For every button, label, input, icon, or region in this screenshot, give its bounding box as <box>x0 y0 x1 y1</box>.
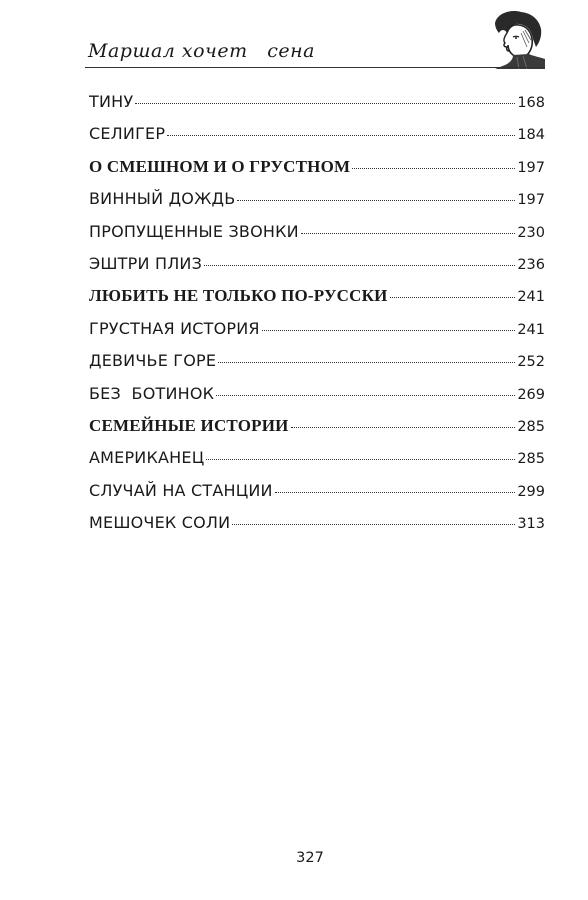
toc-entry[interactable] <box>89 254 545 286</box>
toc-section-entry[interactable] <box>89 286 545 318</box>
portrait-illustration <box>489 9 545 69</box>
dot-leader <box>206 459 515 460</box>
dot-leader <box>237 200 515 201</box>
toc-entry[interactable] <box>89 319 545 351</box>
toc-entry[interactable] <box>89 222 545 254</box>
toc-entry-page: 241 <box>517 321 545 338</box>
toc-entry[interactable] <box>89 448 545 480</box>
toc-entry-page: 184 <box>517 127 545 144</box>
dot-leader <box>218 362 515 363</box>
toc-entry-title: ВИННЫЙ ДОЖДЬ <box>89 189 236 209</box>
toc-entry-title: ЭШТРИ ПЛИЗ <box>89 253 203 273</box>
toc-entry-page: 285 <box>517 418 545 435</box>
toc-entry-page: 197 <box>517 192 545 209</box>
toc-entry[interactable] <box>89 92 545 124</box>
toc-entry-title: ГРУСТНАЯ ИСТОРИЯ <box>89 318 260 338</box>
toc-entry[interactable] <box>89 351 545 383</box>
dot-leader <box>204 265 515 266</box>
page-header <box>0 0 588 72</box>
toc-entry-title: БЕЗ БОТИНОК <box>89 383 215 403</box>
toc-entry-page: 252 <box>517 354 545 371</box>
toc-entry[interactable] <box>89 189 545 221</box>
toc-entry[interactable] <box>89 124 545 156</box>
dot-leader <box>352 168 515 169</box>
dot-leader <box>216 395 515 396</box>
header-rule <box>85 67 545 68</box>
toc-entry-title: ТИНУ <box>89 92 134 111</box>
dot-leader <box>167 135 515 136</box>
toc-entry-title: СЛУЧАЙ НА СТАНЦИИ <box>89 480 273 500</box>
toc-entry-page: 269 <box>517 386 545 403</box>
toc-section-entry[interactable] <box>89 416 545 448</box>
dot-leader <box>390 297 516 298</box>
toc-entry-title: АМЕРИКАНЕЦ <box>89 448 205 468</box>
toc-entry-page: 236 <box>517 256 545 273</box>
toc-entry-page: 285 <box>517 451 545 468</box>
toc-entry[interactable] <box>89 513 545 545</box>
toc-entry-title: МЕШОЧЕК СОЛИ <box>89 513 231 533</box>
toc-entry-page: 313 <box>517 516 545 533</box>
running-title: Маршал хочет сена <box>88 40 315 62</box>
toc-entry-page: 241 <box>517 289 545 306</box>
dot-leader <box>232 524 515 525</box>
toc-section-title: ЛЮБИТЬ НЕ ТОЛЬКО ПО-РУССКИ <box>89 286 388 306</box>
dot-leader <box>291 427 516 428</box>
page-number: 327 <box>296 850 324 866</box>
dot-leader <box>275 492 516 493</box>
toc-entry-title: СЕЛИГЕР <box>89 124 166 144</box>
toc-entry-page: 299 <box>517 483 545 500</box>
toc-entry[interactable] <box>89 384 545 416</box>
dot-leader <box>262 330 516 331</box>
table-of-contents <box>89 92 545 545</box>
toc-entry[interactable] <box>89 481 545 513</box>
toc-section-entry[interactable] <box>89 157 545 189</box>
toc-entry-title: ДЕВИЧЬЕ ГОРЕ <box>89 351 217 371</box>
toc-section-title: СЕМЕЙНЫЕ ИСТОРИИ <box>89 415 289 435</box>
toc-entry-page: 197 <box>517 159 545 176</box>
toc-entry-title: ПРОПУЩЕННЫЕ ЗВОНКИ <box>89 221 299 241</box>
toc-section-title: О СМЕШНОМ И О ГРУСТНОМ <box>89 156 351 176</box>
dot-leader <box>135 103 515 104</box>
toc-entry-page: 168 <box>517 95 545 111</box>
toc-entry-page: 230 <box>517 224 545 241</box>
dot-leader <box>301 233 515 234</box>
